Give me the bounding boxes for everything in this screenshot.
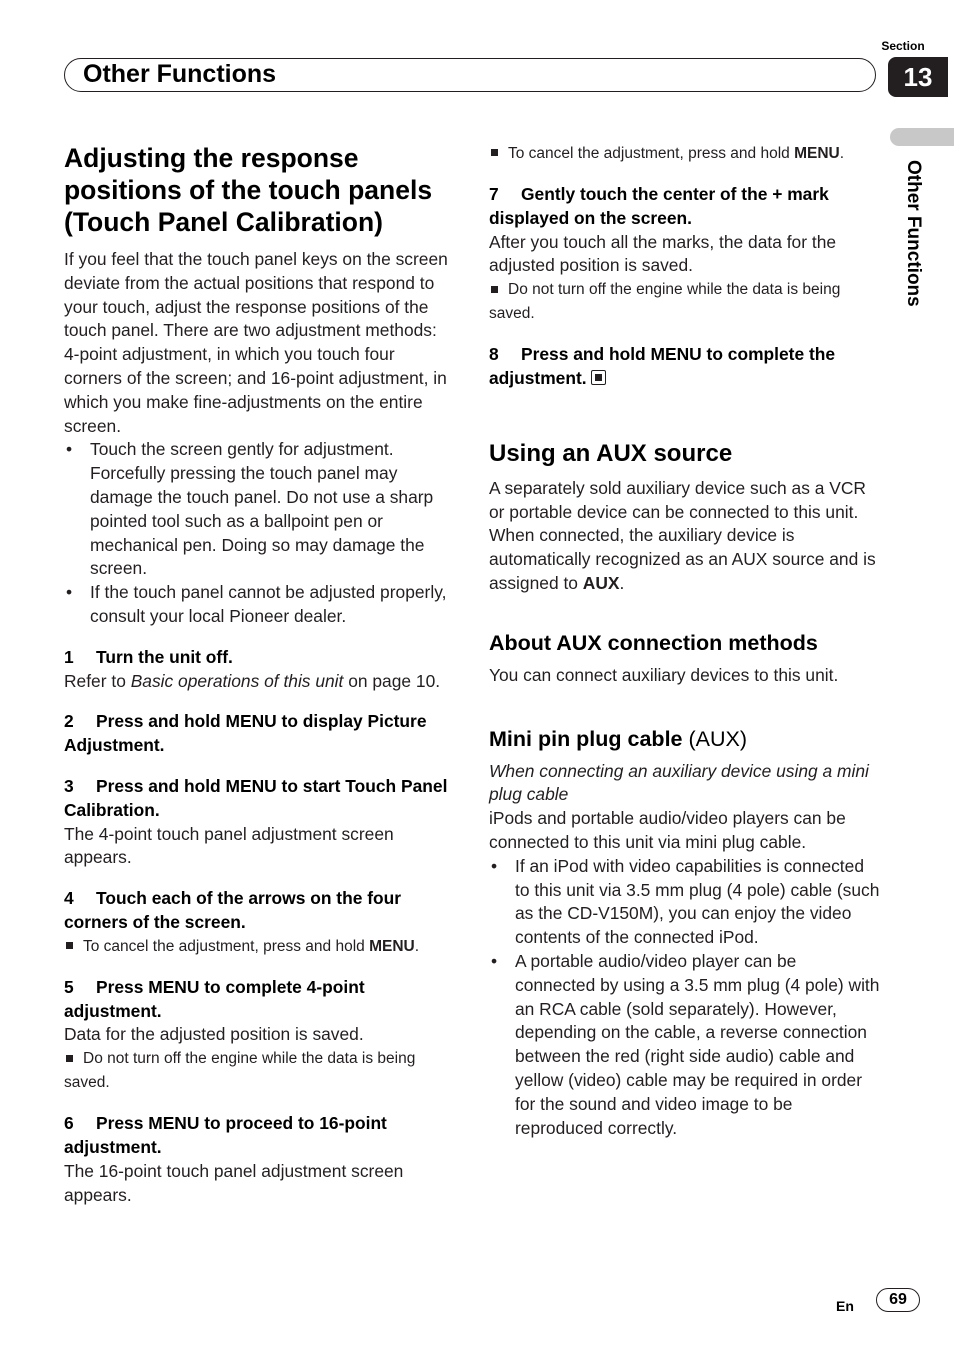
section-label: Section <box>881 39 925 53</box>
page-number: 69 <box>876 1288 920 1312</box>
step-1-title: 1 Turn the unit off. <box>64 646 233 667</box>
methods-body: You can connect auxiliary devices to this unit. <box>489 664 839 685</box>
step-3-title: 3 Press and hold MENU to start Touch Panel Calibration. <box>64 775 448 820</box>
step-6-body: The 16-point touch panel adjustment screen appears. <box>64 1160 404 1205</box>
mini-plug-heading: Mini pin plug cable (AUX) <box>489 726 747 751</box>
step-4-note: To cancel the adjustment, press and hold MENU. <box>64 935 454 959</box>
calibration-heading: Adjusting the response positions of the touch panels (Touch Panel Calibration) <box>64 143 433 237</box>
mini-plug-intro: When connecting an auxiliary device using a mini plug cable <box>489 760 869 805</box>
step-4-title: 4 Touch each of the arrows on the four corners of the screen. <box>64 888 401 932</box>
bullet-item: • If an iPod with video capabilities is connected to this unit via 3.5 mm plug (4 pole) cable (such as the CD-V150M), you can enjoy the video contents of the connected iPod. <box>489 855 881 950</box>
aux-body: A separately sold auxiliary device such as a VCR or portable device can be connected to this unit. When connected, the auxiliary device is automatically recognized as an AUX source and is assigned to AUX. <box>489 477 876 593</box>
step-6-title: 6 Press MENU to proceed to 16-point adjustment. <box>64 1113 387 1157</box>
aux-heading: Using an AUX source <box>489 439 733 467</box>
right-column <box>489 142 881 1140</box>
bullet-item: • A portable audio/video player can be connected by using a 3.5 mm plug (4 pole) with an RCA cable (sold separately). However, depending on the cable, a reverse connection between the red (right side audio) cable and yellow (video) cable may be required in order for the sound and video image to be reproduced correctly. <box>489 950 881 1140</box>
bullet-item: • Touch the screen gently for adjustment. Forcefully pressing the touch panel may damage the touch panel. Do not use a sharp pointed tool such as a ballpoint pen or mechanical pen. Doing so may damage the screen. <box>64 438 454 581</box>
side-tab-marker <box>890 128 954 146</box>
bullet-item: • If the touch panel cannot be adjusted properly, consult your local Pioneer dealer. <box>64 581 454 629</box>
calibration-intro: If you feel that the touch panel keys on the screen deviate from the actual positions that respond to your touch, adjust the response positions of the touch panel. There are two adjustment methods: 4-point adjustment, in which you touch four corners of the screen; and 16-point adjustment, in which you make fine-adjustments on the entire screen. <box>64 249 448 436</box>
step-7-body: After you touch all the marks, the data for the adjusted position is saved. <box>489 231 837 276</box>
step-6-note: To cancel the adjustment, press and hold MENU. <box>489 142 881 166</box>
step-2-title: 2 Press and hold MENU to display Picture Adjustment. <box>64 711 427 756</box>
step-5-note: Do not turn off the engine while the data is being saved. <box>64 1050 416 1092</box>
calibration-bullets <box>64 438 454 628</box>
mini-plug-bullets <box>489 855 881 1141</box>
left-column <box>64 142 454 1207</box>
side-tab-label: Other Functions <box>903 160 924 307</box>
square-bullet-icon <box>491 149 498 156</box>
end-mark-icon <box>591 370 606 385</box>
mini-plug-body: iPods and portable audio/video players can be connected to this unit via mini plug cable. <box>489 808 846 852</box>
square-bullet-icon <box>66 942 73 949</box>
chapter-header: Other Functions <box>64 58 876 92</box>
step-5-body: Data for the adjusted position is saved. <box>64 1024 364 1045</box>
step-1-body: Refer to Basic operations of this unit on page 10. <box>64 670 441 691</box>
methods-heading: About AUX connection methods <box>489 630 818 655</box>
language-label: En <box>836 1298 854 1314</box>
step-8-title: 8 Press and hold MENU to complete the adjustment. <box>489 344 836 388</box>
step-7-title: 7 Gently touch the center of the + mark displayed on the screen. <box>489 184 829 228</box>
square-bullet-icon <box>491 286 498 293</box>
section-number-badge: 13 <box>888 57 948 97</box>
square-bullet-icon <box>66 1055 73 1062</box>
step-7-note: Do not turn off the engine while the data is being saved. <box>489 281 841 323</box>
step-5-title: 5 Press MENU to complete 4-point adjustment. <box>64 976 365 1021</box>
step-3-body: The 4-point touch panel adjustment screen appears. <box>64 823 394 868</box>
